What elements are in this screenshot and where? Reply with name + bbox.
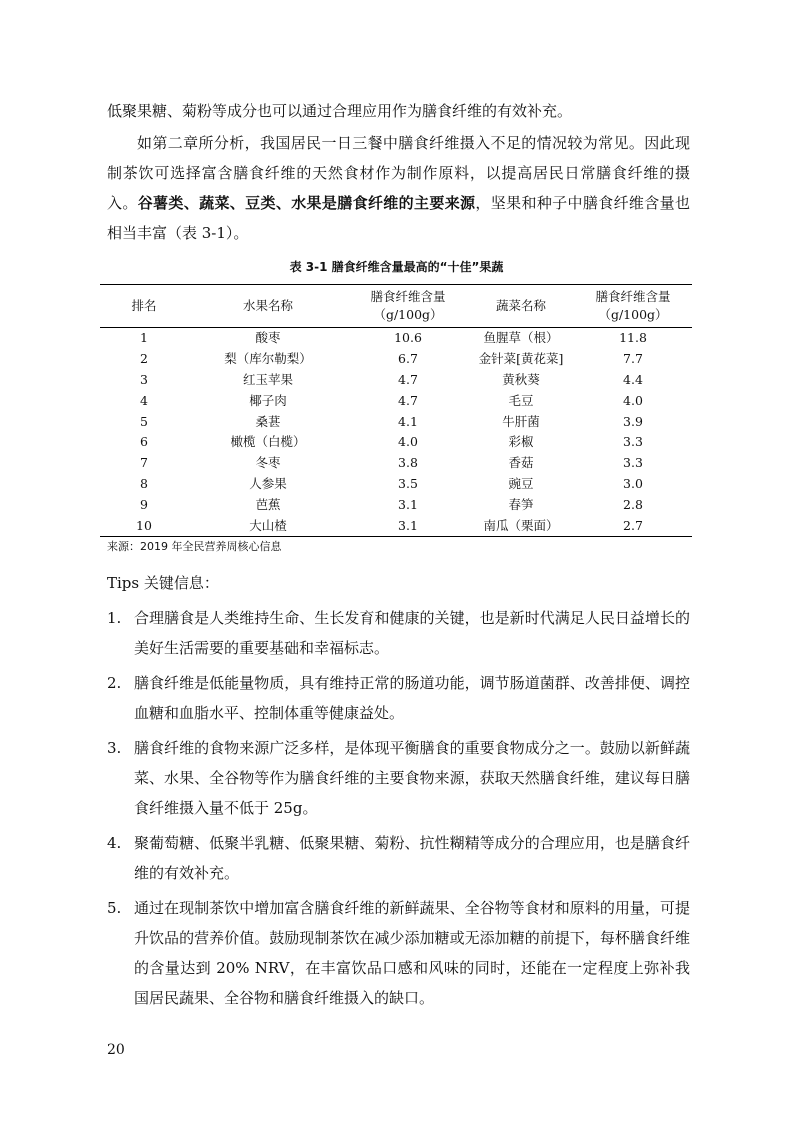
tip-text: 合理膳食是人类维持生命、生长发育和健康的关键，也是新时代满足人民日益增长的美好生活需要的重要基础和幸福标志。 — [134, 609, 690, 657]
tip-item — [107, 893, 690, 1013]
header-fruit-fiber-line2: （g/100g） — [373, 307, 443, 322]
intro-text-a: 如第二章所分析，我国居民一日三餐中膳食纤维摄入不足的情况较为常见。因此现制茶饮可选择富含膳食纤维的天然食材作为制作原料，以提高居民日常膳食纤维的摄入。 — [107, 134, 690, 212]
table-caption: 表 3-1 膳食纤维含量最高的“十佳”果蔬 — [289, 260, 504, 274]
tip-item — [107, 828, 690, 888]
header-veg-fiber-line2: （g/100g） — [598, 307, 668, 322]
table-row — [100, 370, 692, 391]
veg-fiber-cell: 3.3 — [623, 434, 643, 450]
veg-fiber-cell: 2.7 — [623, 517, 643, 533]
rank-cell: 2 — [140, 351, 148, 367]
table-header-row — [100, 285, 692, 328]
tip-number: 5. — [107, 899, 122, 917]
table-source-note: 来源：2019 年全民营养周核心信息 — [107, 540, 282, 553]
veg-cell: 鱼腥草（根） — [483, 330, 559, 346]
tip-item — [107, 603, 690, 663]
veg-cell: 南瓜（栗面） — [483, 517, 559, 533]
fruit-cell: 冬枣 — [255, 455, 281, 471]
rank-cell: 4 — [140, 392, 148, 408]
intro-line: 低聚果糖、菊粉等成分也可以通过合理应用作为膳食纤维的有效补充。 — [107, 102, 573, 120]
fruit-fiber-cell: 3.1 — [398, 517, 418, 533]
table-row — [100, 328, 692, 349]
table-row — [100, 411, 692, 432]
fiber-table — [100, 284, 692, 537]
rank-cell: 10 — [136, 517, 152, 533]
fruit-cell: 大山楂 — [249, 517, 287, 533]
fruit-cell: 梨（库尔勒梨） — [224, 351, 312, 367]
fruit-fiber-cell: 4.7 — [398, 392, 418, 408]
table-row — [100, 494, 692, 515]
veg-fiber-cell: 3.3 — [623, 455, 643, 471]
header-fruit-fiber-line1: 膳食纤维含量 — [370, 289, 446, 304]
fruit-cell: 芭蕉 — [255, 496, 281, 512]
header-rank: 排名 — [131, 298, 157, 313]
tip-text: 膳食纤维是低能量物质，具有维持正常的肠道功能，调节肠道菌群、改善排便、调控血糖和血脂水平、控制体重等健康益处。 — [134, 674, 690, 722]
tip-item — [107, 668, 690, 728]
tip-text: 聚葡萄糖、低聚半乳糖、低聚果糖、菊粉、抗性糊精等成分的合理应用，也是膳食纤维的有效补充。 — [134, 834, 690, 882]
fruit-fiber-cell: 3.5 — [398, 475, 418, 491]
fruit-fiber-cell: 4.7 — [398, 371, 418, 387]
table-body — [100, 328, 692, 537]
header-veg-fiber — [574, 285, 692, 328]
table-row — [100, 349, 692, 370]
veg-cell: 牛肝菌 — [502, 413, 540, 429]
tip-text: 膳食纤维的食物来源广泛多样，是体现平衡膳食的重要食物成分之一。鼓励以新鲜蔬菜、水果、全谷物等作为膳食纤维的主要食物来源，获取天然膳食纤维，建议每日膳食纤维摄入量不低于 25g。 — [134, 739, 690, 817]
fruit-cell: 橄榄（白榄） — [230, 434, 306, 450]
page-number: 20 — [107, 1042, 125, 1058]
fruit-cell: 人参果 — [249, 475, 287, 491]
tip-number: 4. — [107, 834, 122, 852]
fruit-fiber-cell: 4.0 — [398, 434, 418, 450]
rank-cell: 9 — [140, 496, 148, 512]
veg-cell: 毛豆 — [508, 392, 534, 408]
intro-paragraph — [107, 128, 690, 248]
veg-fiber-cell: 7.7 — [623, 351, 643, 367]
tip-text: 通过在现制茶饮中增加富含膳食纤维的新鲜蔬果、全谷物等食材和原料的用量，可提升饮品的营养价值。鼓励现制茶饮在减少添加糖或无添加糖的前提下，每杯膳食纤维的含量达到 20% NRV，在丰富饮品口感和风味的同时，还能在一定程度上弥补我国居民蔬果、全谷物和膳食纤维摄入的缺口。 — [134, 899, 690, 1007]
table-row — [100, 474, 692, 495]
tip-number: 1. — [107, 609, 122, 627]
fruit-fiber-cell: 10.6 — [394, 330, 422, 346]
table-row — [100, 453, 692, 474]
tips-list — [107, 603, 690, 1018]
fruit-cell: 桑葚 — [255, 413, 281, 429]
rank-cell: 6 — [140, 434, 148, 450]
veg-fiber-cell: 3.9 — [623, 413, 643, 429]
veg-cell: 彩椒 — [508, 434, 534, 450]
rank-cell: 7 — [140, 455, 148, 471]
fruit-fiber-cell: 4.1 — [398, 413, 418, 429]
veg-fiber-cell: 3.0 — [623, 475, 643, 491]
intro-bold-text: 谷薯类、蔬菜、豆类、水果是膳食纤维的主要来源 — [137, 194, 476, 212]
fruit-fiber-cell: 3.1 — [398, 496, 418, 512]
tip-number: 2. — [107, 674, 122, 692]
veg-cell: 香菇 — [508, 455, 534, 471]
fruit-cell: 红玉苹果 — [242, 371, 293, 387]
intro-text-b: ，坚果和种子中膳食纤维含量也相当丰富（表 3-1）。 — [107, 194, 690, 242]
veg-fiber-cell: 4.4 — [623, 371, 643, 387]
veg-fiber-cell: 4.0 — [623, 392, 643, 408]
veg-cell: 黄秋葵 — [502, 371, 540, 387]
table-header — [100, 285, 692, 328]
fruit-cell: 酸枣 — [255, 330, 281, 346]
fruit-fiber-cell: 3.8 — [398, 455, 418, 471]
fruit-cell: 椰子肉 — [249, 392, 287, 408]
tip-number: 3. — [107, 739, 122, 757]
header-veg-fiber-line1: 膳食纤维含量 — [595, 289, 671, 304]
table-row — [100, 515, 692, 536]
rank-cell: 8 — [140, 475, 148, 491]
fruit-fiber-cell: 6.7 — [398, 351, 418, 367]
veg-cell: 春笋 — [508, 496, 534, 512]
veg-cell: 金针菜[黄花菜] — [478, 351, 564, 367]
rank-cell: 3 — [140, 371, 148, 387]
rank-cell: 5 — [140, 413, 148, 429]
header-fruit-fiber — [348, 285, 468, 328]
table-row — [100, 390, 692, 411]
rank-cell: 1 — [140, 330, 148, 346]
table-row — [100, 432, 692, 453]
tips-title: Tips 关键信息： — [107, 574, 219, 592]
veg-cell: 豌豆 — [508, 475, 534, 491]
header-veg: 蔬菜名称 — [495, 298, 546, 313]
header-fruit: 水果名称 — [242, 298, 293, 313]
tip-item — [107, 733, 690, 823]
veg-fiber-cell: 2.8 — [623, 496, 643, 512]
veg-fiber-cell: 11.8 — [619, 330, 647, 346]
